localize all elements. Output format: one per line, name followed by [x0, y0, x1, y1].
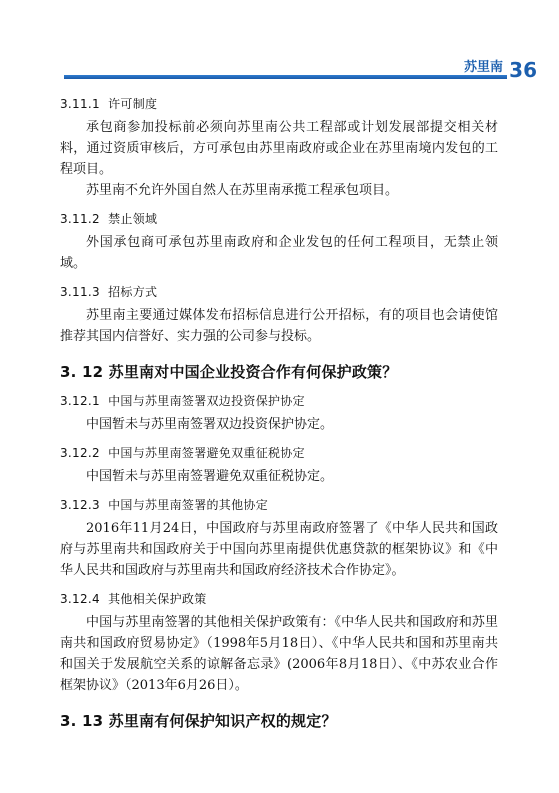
subsection-number: 3.12.1 — [60, 394, 100, 408]
subsection-title: 许可制度 — [108, 97, 158, 111]
subsection-heading-3-12-2 — [60, 444, 498, 461]
paragraph: 中国暂未与苏里南签署双边投资保护协定。 — [86, 417, 334, 432]
subsection-heading-3-12-4 — [60, 590, 498, 607]
paragraph: 承包商参加投标前必须向苏里南公共工程部或计划发展部提交相关材料，通过资质审核后，方可承包由苏里南政府或企业在苏里南境内发包的工程项目。 — [60, 120, 498, 177]
paragraph: 苏里南主要通过媒体发布招标信息进行公开招标，有的项目也会请使馆推荐其国内信誉好、实力强的公司参与投标。 — [60, 308, 498, 344]
subsection-heading-3-12-3 — [60, 496, 498, 513]
page-number: 36 — [509, 58, 537, 82]
subsection-title: 中国与苏里南签署的其他协定 — [108, 498, 268, 512]
subsection-number: 3.12.4 — [60, 592, 100, 606]
subsection-heading-3-11-2 — [60, 210, 498, 227]
subsection-heading-3-11-1 — [60, 95, 498, 112]
paragraph: 2016年11月24日，中国政府与苏里南政府签署了《中华人民共和国政府与苏里南共和国政府关于中国向苏里南提供优惠贷款的框架协议》和《中华人民共和国政府与苏里南共和国政府经济技术合作协定》。 — [60, 521, 498, 578]
subsection-number: 3.11.3 — [60, 285, 100, 299]
subsection-title: 招标方式 — [108, 285, 158, 299]
paragraph: 中国暂未与苏里南签署避免双重征税协定。 — [86, 469, 334, 484]
subsection-number: 3.12.3 — [60, 498, 100, 512]
page-body — [60, 86, 498, 741]
subsection-number: 3.11.2 — [60, 212, 100, 226]
paragraph: 中国与苏里南签署的其他相关保护政策有：《中华人民共和国政府和苏里南共和国政府贸易协定》（1998年5月18日）、《中华人民共和国和苏里南共和国关于发展航空关系的谅解备忘录》(2006年8月18日）、《中苏农业合作框架协议》（2013年6月26日）。 — [60, 615, 498, 693]
subsection-title: 中国与苏里南签署双边投资保护协定 — [108, 394, 305, 408]
subsection-heading-3-11-3 — [60, 283, 498, 300]
header-title: 苏里南 — [463, 60, 503, 75]
header-rule — [64, 75, 507, 79]
subsection-heading-3-12-1 — [60, 392, 498, 409]
section-heading-3-12: 3. 12 苏里南对中国企业投资合作有何保护政策？ — [60, 363, 398, 381]
subsection-title: 其他相关保护政策 — [108, 592, 207, 606]
paragraph: 苏里南不允许外国自然人在苏里南承揽工程承包项目。 — [86, 183, 399, 198]
subsection-title: 禁止领域 — [108, 212, 158, 226]
section-heading-3-13: 3. 13 苏里南有何保护知识产权的规定？ — [60, 712, 337, 730]
subsection-number: 3.12.2 — [60, 446, 100, 460]
subsection-title: 中国与苏里南签署避免双重征税协定 — [108, 446, 305, 460]
subsection-number: 3.11.1 — [60, 97, 100, 111]
paragraph: 外国承包商可承包苏里南政府和企业发包的任何工程项目，无禁止领域。 — [60, 235, 498, 271]
